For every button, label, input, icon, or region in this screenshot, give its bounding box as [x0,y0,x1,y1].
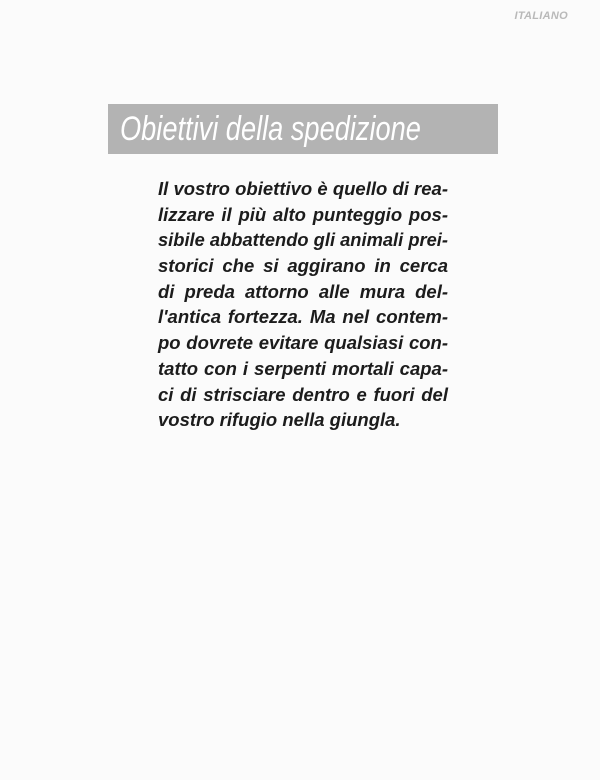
body-line: sibile abbattendo gli animali prei- [158,229,448,251]
body-line: vostro rifugio nella giungla. [158,409,401,431]
section-title: Obiettivi della spedizione [120,110,421,148]
body-line: l'antica fortezza. Ma nel contem- [158,306,448,328]
language-label: ITALIANO [514,10,568,22]
body-line: lizzare il più alto punteggio pos- [158,203,448,225]
body-line: tatto con i serpenti mortali capa- [158,357,448,379]
body-line: Il vostro obiettivo è quello di rea- [158,178,448,199]
body-line: po dovrete evitare qualsiasi con- [158,332,448,354]
body-line: ci di strisciare dentro e fuori del [158,383,448,405]
section-title-band [108,104,498,154]
body-paragraph [158,176,448,433]
body-line: storici che si aggirano in cerca [158,255,448,277]
body-line: di preda attorno alle mura del- [158,280,448,302]
